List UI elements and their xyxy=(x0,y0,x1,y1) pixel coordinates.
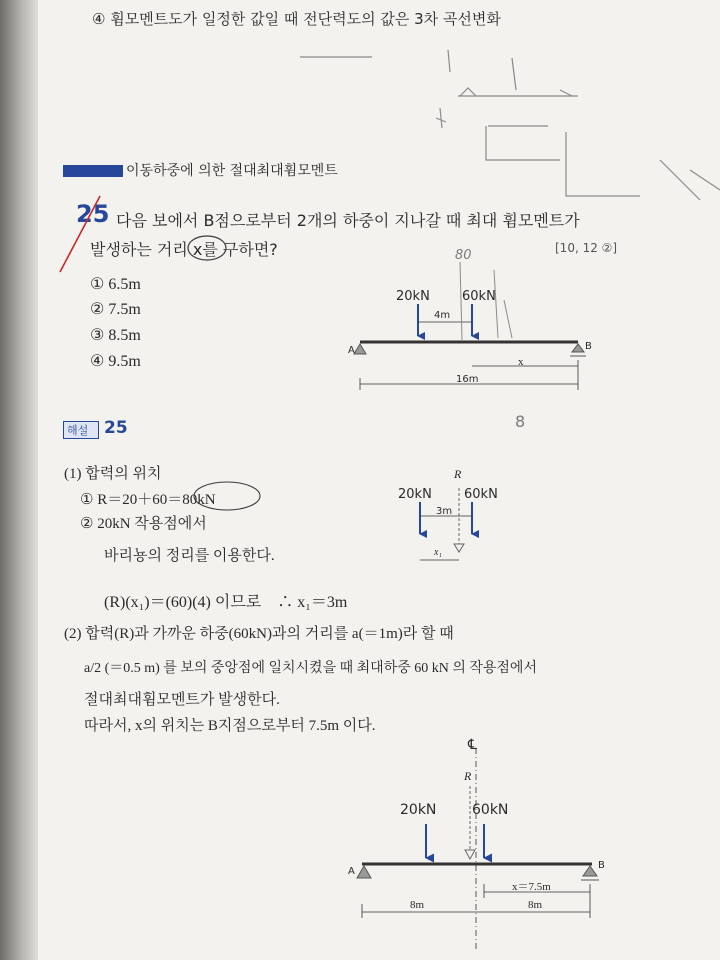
step1-resultant: ① R＝20＋60＝80kN xyxy=(80,492,216,508)
diagram3-right-span: 8m xyxy=(528,899,543,911)
step2-line-3: 절대최대휨모멘트가 발생한다. xyxy=(84,692,280,708)
diagram3-support-b: B xyxy=(598,860,605,871)
handwritten-note-8: 8 xyxy=(515,412,526,431)
choice-3: ③ 8.5m xyxy=(90,327,141,344)
diagram1-spacing: 4m xyxy=(434,310,451,321)
choice-1: ① 6.5m xyxy=(90,276,141,293)
diagram2-x1: x₁ xyxy=(434,547,442,558)
section-title: 이동하중에 의한 절대최대휨모멘트 xyxy=(126,163,338,179)
diagram3-load-60kn: 60kN xyxy=(472,802,509,818)
diagram1-support-a: A xyxy=(348,345,355,356)
problem-number: 25 xyxy=(76,200,110,228)
step2-line-2: a/2 (＝0.5 m) 를 보의 중앙점에 일치시켰을 때 최대하중 60 kN 의 작용점에서 xyxy=(84,661,537,676)
step2-line-1: (2) 합력(R)과 가까운 하중(60kN)과의 거리를 a(＝1m)라 할 때 xyxy=(64,626,454,642)
problem-text-line-2: 발생하는 거리 x를 구하면? xyxy=(90,240,278,259)
choice-2: ② 7.5m xyxy=(90,301,141,318)
diagram3-left-span: 8m xyxy=(410,899,425,911)
step1-reference: ② 20kN 작용점에서 xyxy=(80,516,207,532)
diagram2-r-label: R xyxy=(454,467,462,481)
problem-text-line-1: 다음 보에서 B점으로부터 2개의 하중이 지나갈 때 최대 휨모멘트가 xyxy=(116,211,580,230)
diagram3-support-a: A xyxy=(348,866,355,877)
diagram1-load-60kn: 60kN xyxy=(462,289,496,304)
diagram1-x-label: x xyxy=(518,356,524,368)
step2-line-4: 따라서, x의 위치는 B지점으로부터 7.5m 이다. xyxy=(84,718,376,734)
diagram3-r-label: R xyxy=(464,769,472,783)
choice-4: ④ 9.5m xyxy=(90,353,141,370)
diagram3-centerline: ℄ xyxy=(468,737,477,753)
diagram1-span: 16m xyxy=(456,374,479,385)
previous-choice-4: ④ 휨모멘트도가 일정한 값일 때 전단력도의 값은 3차 곡선변화 xyxy=(92,10,501,28)
step1-varignon: 바리뇽의 정리를 이용한다. xyxy=(104,548,275,564)
diagram1-load-20kn: 20kN xyxy=(396,289,430,304)
diagram3-x-label: x＝7.5m xyxy=(512,881,551,893)
step1-title: (1) 합력의 위치 xyxy=(64,466,162,482)
diagram3-load-20kn: 20kN xyxy=(400,802,437,818)
diagram1-support-b: B xyxy=(585,341,592,352)
diagram2-spacing: 3m xyxy=(436,506,453,517)
problem-source: [10, 12 ②] xyxy=(555,241,618,255)
solution-number: 25 xyxy=(104,418,128,438)
handwritten-note-80: 80 xyxy=(455,248,472,263)
equation-line: (R)(x₁)＝(60)(4) 이므로 ∴ x₁＝3m xyxy=(104,594,348,611)
solution-badge-label: 해설 xyxy=(67,424,89,437)
diagram2-load-60kn: 60kN xyxy=(464,487,498,502)
diagram2-load-20kn: 20kN xyxy=(398,487,432,502)
